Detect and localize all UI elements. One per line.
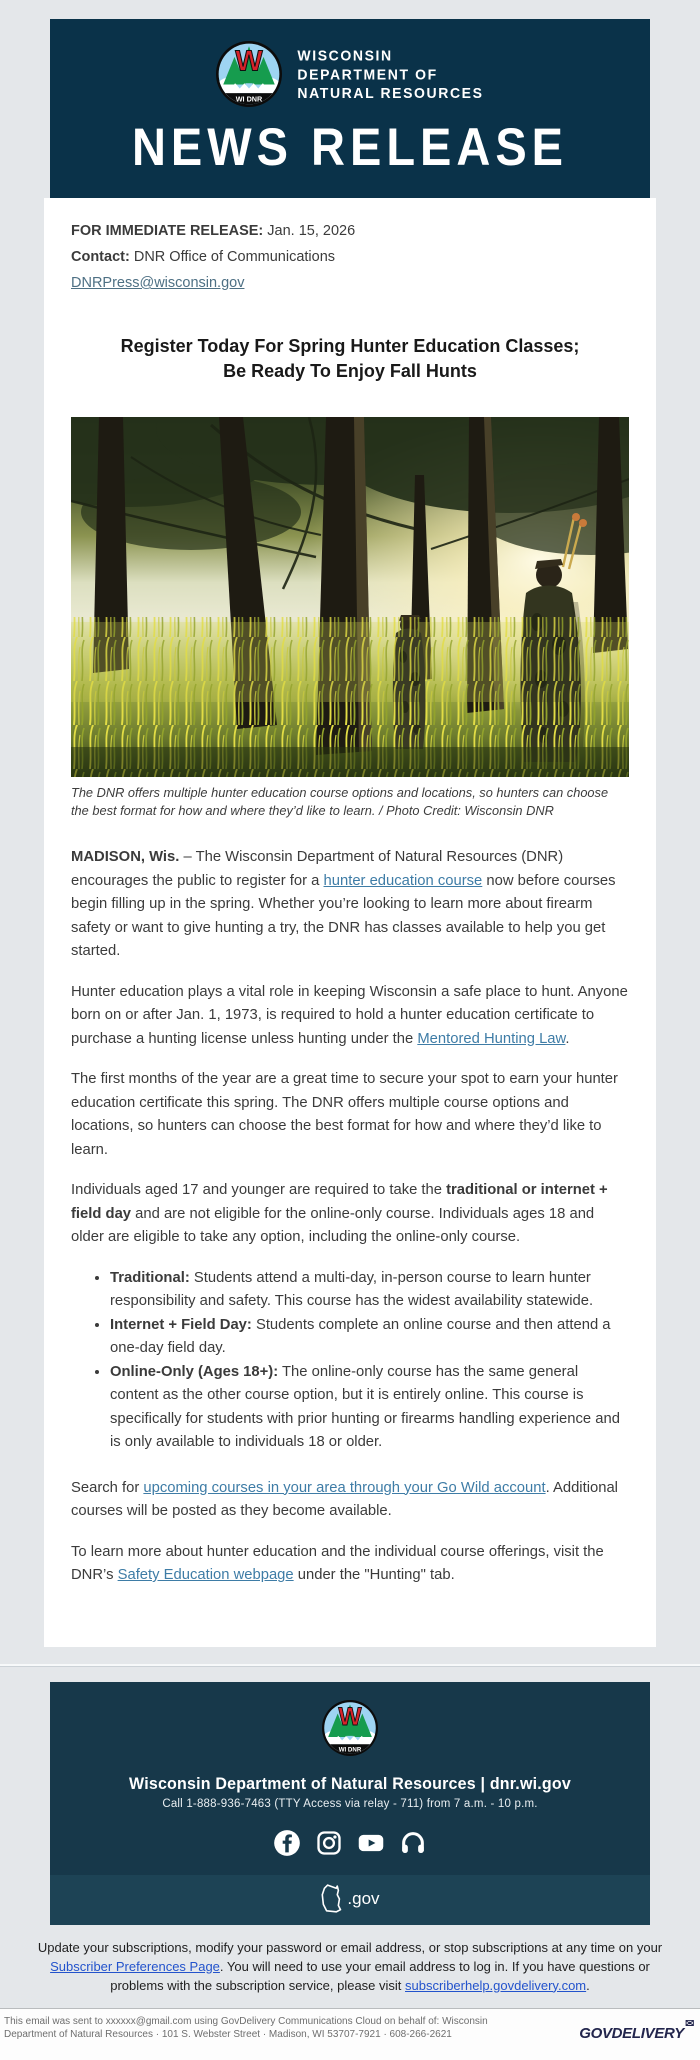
masthead — [50, 19, 650, 198]
headline-line1: Register Today For Spring Hunter Education Classes; — [120, 336, 580, 356]
text-link[interactable]: Mentored Hunting Law — [417, 1030, 566, 1047]
text-run: The online-only course has the same general content as the other course option, but it is entirely online. This course is specifically for students with prior hunting or firearms handling experience and is only available to individuals 18 or older. — [110, 1363, 620, 1450]
headline-line2: Be Ready To Enjoy Fall Hunts — [223, 361, 477, 381]
paragraph — [71, 846, 629, 964]
release-line — [71, 244, 629, 270]
bullet-item — [110, 1361, 629, 1455]
org-name — [297, 46, 483, 103]
release-line — [71, 218, 629, 244]
envelope-icon: ✉ — [685, 2017, 694, 2030]
text-run: . — [586, 1977, 590, 1993]
bullet-item — [110, 1314, 629, 1361]
bold-text: traditional or internet + field day — [71, 1182, 608, 1222]
text-run: – The Wisconsin Department of Natural Resources (DNR) encourages the public to register for a — [71, 849, 564, 889]
text-link[interactable]: upcoming courses in your area through your Go Wild account — [143, 1479, 546, 1496]
dnr-logo-icon — [216, 41, 282, 107]
section-divider — [0, 1664, 700, 1667]
org-line: NATURAL RESOURCES — [297, 84, 484, 102]
bold-text: Internet + Field Day: — [110, 1316, 252, 1333]
text-run: under the "Hunting" tab. — [293, 1567, 455, 1583]
dnr-logo-icon — [322, 1700, 378, 1756]
photo-caption: The DNR offers multiple hunter education course options and locations, so hunters can choose the best format for how and where they’d like to learn. / Photo Credit: Wisconsin DNR — [71, 785, 609, 818]
text-run: now before courses begin filling up in the spring. Whether you’re looking to learn more about firearm safety or want to give hunting a try, the DNR has classes available to help you get started. — [71, 872, 616, 959]
release-line — [71, 270, 629, 296]
text-link[interactable]: Safety Education webpage — [117, 1567, 294, 1583]
paragraph — [71, 1477, 629, 1524]
govdelivery-logo[interactable] — [579, 2017, 694, 2042]
text-run: and are not eligible for the online-only course. Individuals ages 18 and older are eligible to take any option, including the online-only course. — [71, 1205, 595, 1245]
footer-phone: Call 1-888-936-7463 (TTY Access via relay - 711) from 7 a.m. - 10 p.m. — [162, 1797, 538, 1810]
paragraph — [71, 1179, 629, 1250]
text-link[interactable]: hunter education course — [323, 872, 483, 889]
article-card — [44, 198, 656, 1647]
course-options-list — [71, 1267, 629, 1455]
wisconsin-state-icon — [320, 1884, 346, 1914]
bold-text: MADISON, Wis. — [71, 849, 180, 865]
text-run: Search for — [71, 1479, 144, 1496]
bold-text: Traditional: — [110, 1269, 190, 1286]
wisconsin-gov-bar[interactable] — [50, 1875, 650, 1925]
text-run: Individuals aged 17 and younger are required to take the — [71, 1182, 447, 1198]
article-photo — [71, 417, 629, 777]
text-run: Hunter education plays a vital role in keeping Wisconsin a safe place to hunt. Anyone born on or after Jan. 1, 1973, is required to hold a hunter education certificate to purchase a hunting license unless hunting under the — [71, 983, 628, 1047]
news-release-banner: NEWS RELEASE — [131, 116, 569, 177]
govdelivery-wordmark: GOVDELIVERY — [579, 2024, 684, 2042]
brand-row — [50, 41, 650, 107]
closing-paragraphs — [71, 1477, 629, 1588]
body-paragraphs — [71, 846, 629, 1250]
instagram-icon[interactable] — [315, 1829, 343, 1857]
email-page — [0, 19, 700, 2060]
social-links — [50, 1829, 650, 1857]
podcast-icon[interactable] — [399, 1829, 427, 1857]
text-run: . You will need to use your email address to log in. If you have questions or problems with the subscription service, please visit — [110, 1958, 650, 1993]
text-run: Students attend a multi-day, in-person course to learn hunter responsibility and safety. This course has the widest availability statewide. — [110, 1269, 594, 1309]
bold-text: FOR IMMEDIATE RELEASE: — [71, 223, 264, 239]
text-run: Jan. 15, 2026 — [263, 223, 356, 239]
headline — [71, 334, 629, 384]
org-line: DEPARTMENT OF — [297, 65, 438, 83]
paragraph — [71, 1068, 629, 1162]
org-line: WISCONSIN — [297, 46, 393, 64]
paragraph — [71, 981, 629, 1052]
text-link[interactable]: DNRPress@wisconsin.gov — [71, 275, 245, 291]
facebook-icon[interactable] — [273, 1829, 301, 1857]
article-body — [71, 846, 629, 1588]
subscription-note — [26, 1938, 674, 1995]
text-link[interactable]: subscriberhelp.govdelivery.com — [405, 1977, 587, 1993]
text-run: To learn more about hunter education and the individual course offerings, visit the DNR’s — [71, 1543, 604, 1583]
paragraph — [71, 1541, 629, 1588]
text-run: . Additional courses will be posted as they become available. — [71, 1479, 618, 1519]
text-run: The first months of the year are a great time to secure your spot to earn your hunter education certificate this spring. The DNR offers multiple course options and locations, so hunters can choose the best format for how and where they’d like to learn. — [71, 1071, 618, 1158]
bold-text: Online-Only (Ages 18+): — [110, 1363, 279, 1380]
text-run: . — [565, 1030, 570, 1047]
footer — [50, 1682, 650, 1925]
youtube-icon[interactable] — [357, 1829, 385, 1857]
release-info — [71, 218, 629, 296]
bold-text: Contact: — [71, 249, 130, 265]
text-run: Students complete an online course and then attend a one-day field day. — [110, 1316, 611, 1356]
bottom-bar — [0, 2008, 700, 2060]
bullet-item — [110, 1267, 629, 1314]
text-link[interactable]: Subscriber Preferences Page — [50, 1958, 220, 1974]
footer-title: Wisconsin Department of Natural Resources | dnr.wi.gov — [129, 1775, 571, 1793]
gov-label: .gov — [347, 1888, 380, 1908]
text-run: DNR Office of Communications — [129, 249, 336, 265]
text-run: Update your subscriptions, modify your password or email address, or stop subscriptions at any time on your — [37, 1939, 663, 1955]
email-disclaimer: This email was sent to xxxxxx@gmail.com using GovDelivery Communications Cloud on behalf of: Wisconsin Department of Natural Resources · 101 S. Webster Street · Madison, WI 53707-7921 · 608-266-2621 — [4, 2015, 488, 2040]
